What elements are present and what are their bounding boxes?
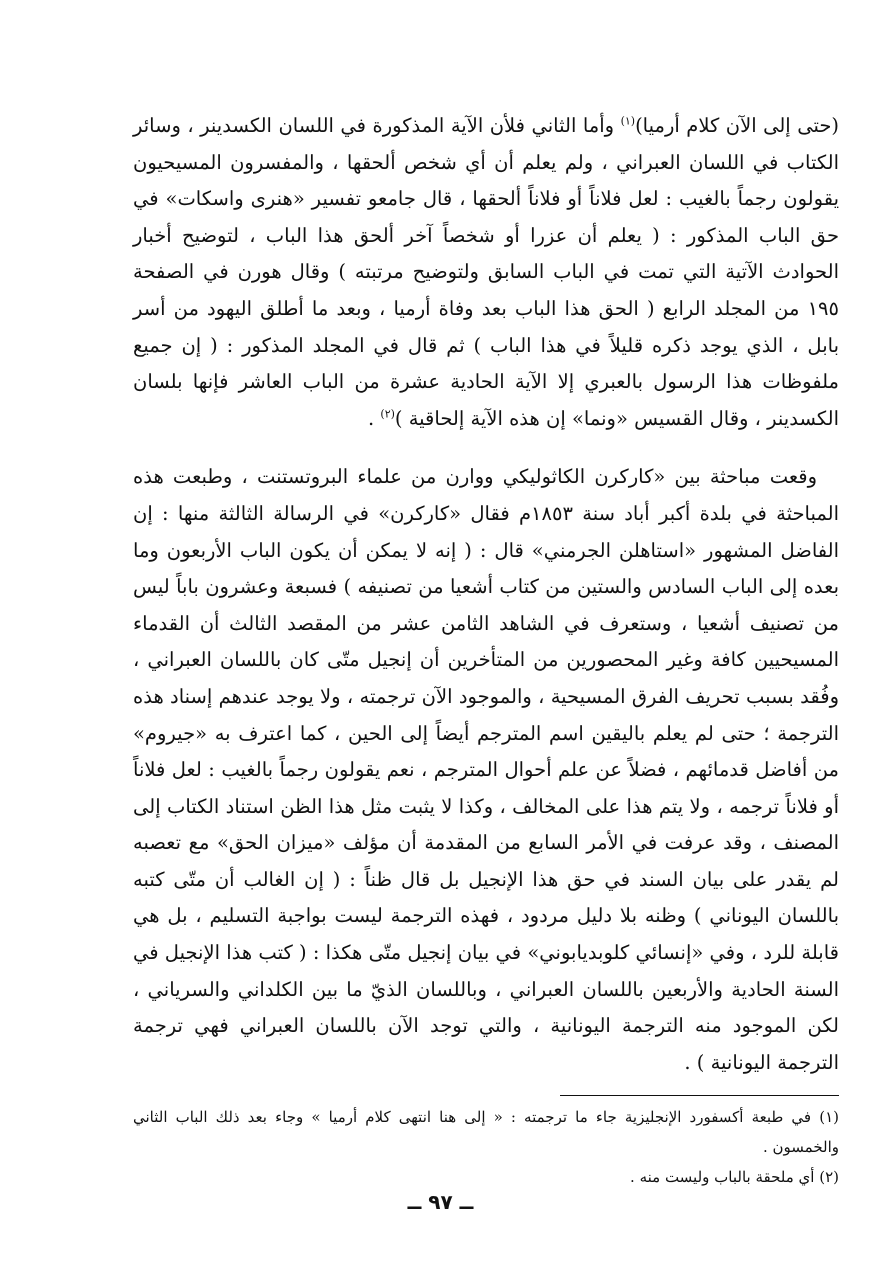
paragraph <box>133 108 839 437</box>
paragraph-text: (حتى إلى الآن كلام أرميا) <box>635 114 839 137</box>
footnote-marker[interactable]: (١) <box>620 114 636 128</box>
paragraph-end: . <box>367 406 381 430</box>
footnote-1: (١) في طبعة أكسفورد الإنجليزية جاء ما ترجمته : « إلى هنا انتهى كلام أرميا » وجاء بعد ذلك الباب الثاني والخمسون . <box>133 1108 839 1156</box>
paragraph-text-continued: وأما الثاني فلأن الآية المذكورة في اللسان الكسدينر ، وسائر الكتاب في اللسان العبراني ، ولم يعلم أن أي شخص ألحقها ، والمفسرون المسيحيون يقولون رجماً بالغيب : لعل فلاناً أو فلاناً ألحقها ، قال جامعو تفسير «هنرى واسكات» في حق الباب المذكور : ( يعلم أن عزرا أو شخصاً آخر ألحق هذا الباب ، لتوضيح أخبار الحوادث الآتية التي تمت في الباب السابق ولتوضيح مرتبته ) وقال هورن في الصفحة ١٩٥ من المجلد الرابع ( الحق هذا الباب بعد وفاة أرميا ، وبعد ما أطلق اليهود من أسر بابل ، الذي يوجد ذكره قليلاً في هذا الباب ) ثم قال في المجلد المذكور : ( إن جميع ملفوظات هذا الرسول بالعبري إلا الآية الحادية عشرة من الباب العاشر فإنها بلسان الكسدينر ، وقال القسيس «ونما» إن هذه الآية إلحاقية ) <box>133 114 839 430</box>
page-number: ــ ٩٧ ــ <box>407 1190 474 1214</box>
paragraph-text: وقعت مباحثة بين «كاركرن الكاثوليكي ووارن من علماء البروتستنت ، وطبعت هذه المباحثة في بلدة أكبر أباد سنة ١٨٥٣م فقال «كاركرن» في الرسالة الثالثة منها : إن الفاضل المشهور «استاهلن الجرمني» قال : ( إنه لا يمكن أن يكون الباب الأربعون وما بعده إلى الباب السادس والستين من كتاب أشعيا من تصنيفه ) فسبعة وعشرون باباً ليس من تصنيف أشعيا ، وستعرف في الشاهد الثامن عشر من المقصد الثالث أن القدماء المسيحيين كافة وغير المحصورين من المتأخرين أن إنجيل متّى كان باللسان العبراني ، وفُقد بسبب تحريف الفرق المسيحية ، والموجود الآن ترجمته ، ولا يوجد عندهم إسناد هذه الترجمة ؛ حتى لم يعلم باليقين اسم المترجم أيضاً إلى الحين ، كما اعترف به «جيروم» من أفاضل قدمائهم ، فضلاً عن علم أحوال المترجم ، نعم يقولون رجماً بالغيب : لعل فلاناً أو فلاناً ترجمه ، ولا يتم هذا على المخالف ، وكذا لا يثبت مثل هذا الظن استناد الكتاب إلى المصنف ، وقد عرفت في الأمر السابع من المقدمة أن مؤلف «ميزان الحق» مع تعصبه لم يقدر على بيان السند في حق هذا الإنجيل بل قال ظناً : ( إن الغالب أن متّى كتبه باللسان اليوناني ) وظنه بلا دليل مردود ، فهذه الترجمة ليست بواجبة التسليم ، بل هي قابلة للرد ، وفي «إنسائي كلوبديابوني» في بيان إنجيل متّى هكذا : ( كتب هذا الإنجيل في السنة الحادية والأربعين باللسان العبراني ، وباللسان الذيّ ما بين الكلداني والسرياني ، لكن الموجود منه الترجمة اليونانية ، والتي توجد الآن باللسان العبراني فهي ترجمة الترجمة اليونانية ) . <box>133 465 839 1074</box>
footnote-2: (٢) أي ملحقة بالباب وليست منه . <box>630 1168 839 1186</box>
footnotes <box>133 1102 839 1192</box>
footnote-marker[interactable]: (٢) <box>380 407 395 421</box>
footnote-divider <box>560 1095 839 1096</box>
paragraph <box>133 459 839 1081</box>
main-text <box>133 108 839 1081</box>
